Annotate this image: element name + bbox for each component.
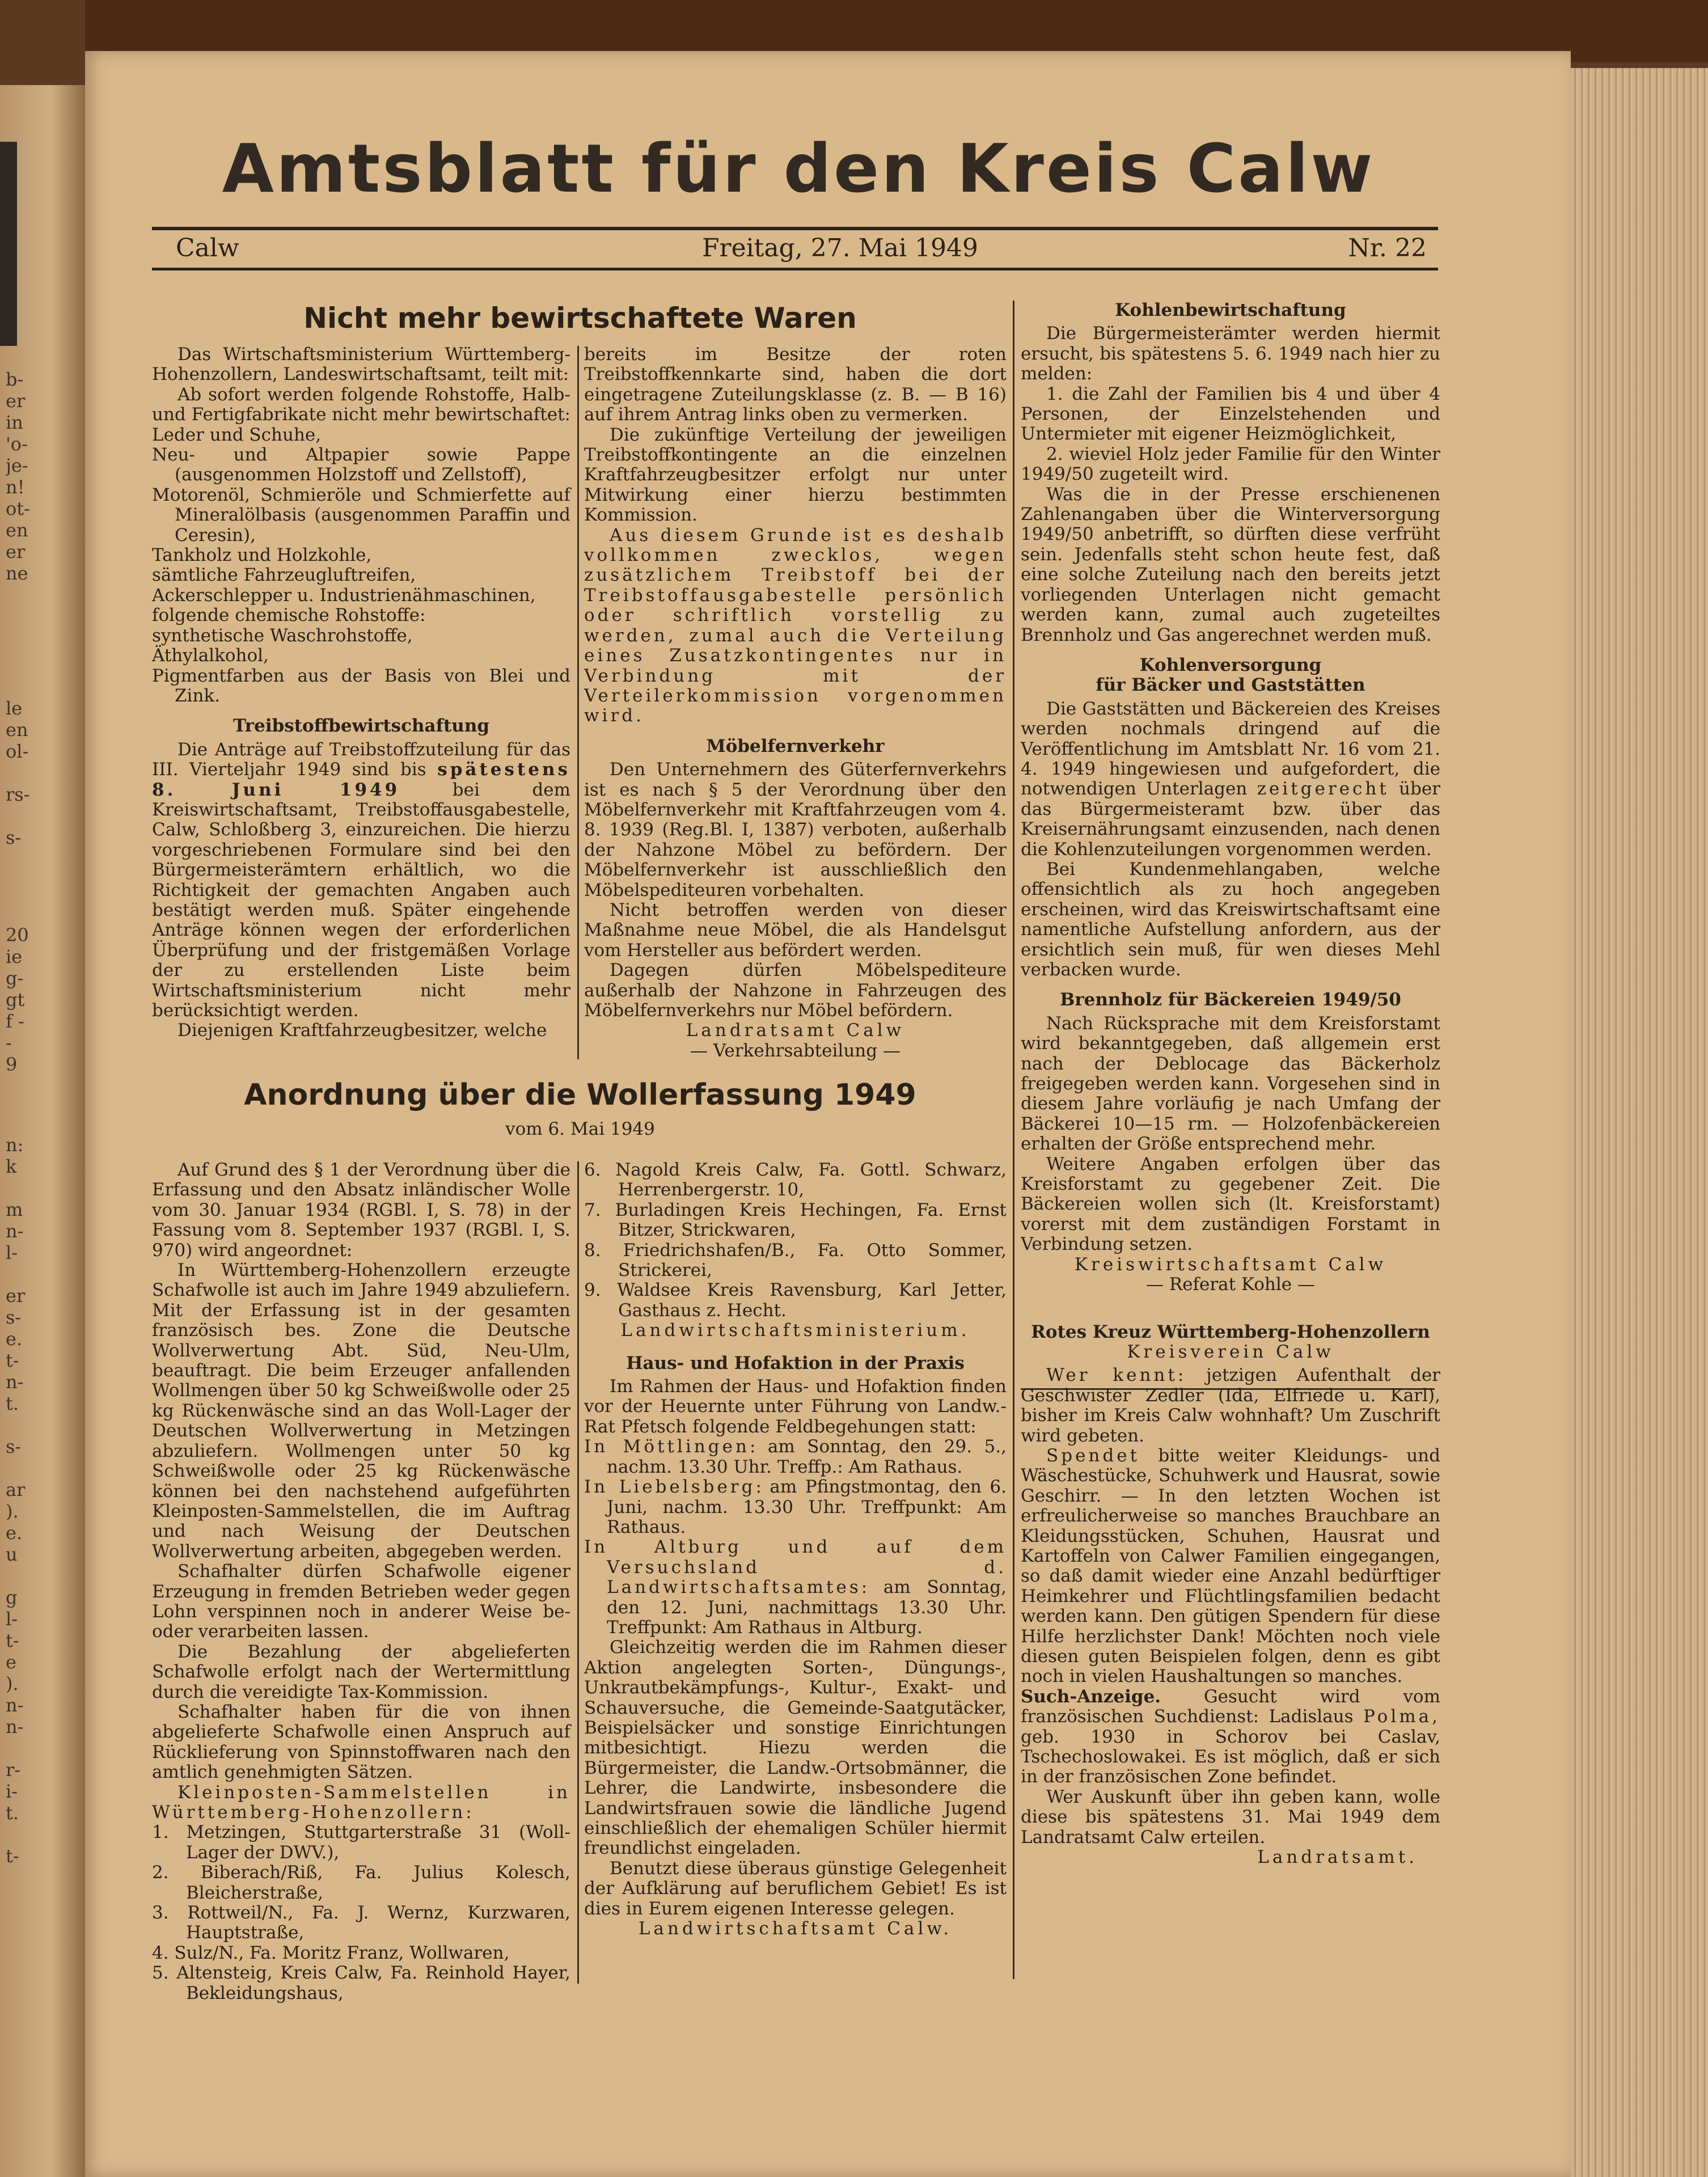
left-page-fragment: n: k m n- l- er s- e. t- n- t. s- ar ). e. u g l- t- e ). n- n- r- i- t. t- — [6, 1134, 26, 1867]
left-page-edge — [0, 85, 85, 2177]
list-item: 8. Friedrichshafen/B., Fa. Otto Sommer, Strickerei, — [584, 1240, 1007, 1281]
paragraph: Den Unternehmern des Güterfernverkehrs ist es nach § 5 der Verordnung über den Möbelfernverkehr mit Kraftfahrzeugen vom 4. 8. 1939 (Reg.Bl. I, 1387) verboten, außerhalb der Nahzone Möbel zu befördern. Der Möbelfernverkehr ist ausschließlich den Möbelspediteuren vorbehalten. — [584, 759, 1007, 901]
article-headline-waren: Nicht mehr bewirtschaftete Waren — [303, 302, 857, 335]
paragraph: Auf Grund des § 1 der Verordnung über die Erfassung und den Absatz inländischer Wolle vom 30. Januar 1934 (RGBl. I, S. 78) in der Fassung vom 8. September 1937 (RGBl. I, S. 970) wird angeordnet: — [152, 1160, 570, 1261]
left-page-fragment: 20 ie g- gt f - - 9 — [6, 924, 29, 1075]
paragraph: Im Rahmen der Haus- und Hofaktion finden vor der Heuernte unter Führung von Landw.-Rat Pfetsch folgende Feldbegehungen statt: — [584, 1376, 1007, 1437]
paragraph — [1021, 1446, 1440, 1687]
text: jetzigen Aufenthalt der Geschwister Zedler (Ida, Elfriede u. Karl), bisher im Kreis Calw wohnhaft? Um Zuschrift wird gebeten. — [1021, 1365, 1440, 1446]
signature-department: — Verkehrsabteilung — — [690, 1040, 900, 1061]
signature: Landratsamt Calw — [686, 1020, 905, 1041]
paragraph: Diejenigen Kraftfahrzeugbesitzer, welche — [177, 1020, 547, 1041]
article-headline-wolle: Anordnung über die Wollerfassung 1949 — [244, 1078, 916, 1112]
paragraph: Nicht betroffen werden von dieser Maßnahme neue Möbel, die als Handelsgut vom Hersteller aus befördert werden. — [584, 899, 1007, 961]
event-liebelsberg — [584, 1477, 1007, 1537]
article-wolle-date: vom 6. Mai 1949 — [505, 1119, 655, 1139]
emphasis: zeitgerecht — [1257, 779, 1389, 800]
page-stack-edge — [1571, 68, 1708, 2177]
paragraph: Die Bürgermeisterämter werden hiermit ersucht, bis spätestens 5. 6. 1949 nach hier zu melden: — [1021, 323, 1440, 384]
paragraph: Was die in der Presse erschienenen Zahlenangaben über die Winterversorgung 1949/50 anbetrifft, so dürften diese verfrüht sein. Jedenfalls steht schon heute fest, daß eine solche Zuteilung nach den bereits jetzt vorliegenden Unterlagen nicht gemacht werden kann, zumal auch zugeteiltes Brennholz und Gas angerechnet werden muß. — [1021, 484, 1440, 645]
name-emphasis: Polma, — [1363, 1706, 1440, 1727]
list-item: 4. Sulz/N., Fa. Moritz Franz, Wollwaren, — [152, 1942, 510, 1963]
text: Die Anträge auf Treibstoffzuteilung für das III. Vierteljahr 1949 sind bis — [152, 739, 570, 780]
paragraph: Nach Rücksprache mit dem Kreisforstamt wird bekanntgegeben, daß allgemein erst nach der Deblocage das Bäckerholz freigegeben werden kann. Vorgesehen sind in diesem Jahre vorläufig je nach Umfang der Bäckerei 10—15 rm. — Holzofenbäckereien erhalten der Größe entsprechend mehr. — [1021, 1013, 1440, 1155]
emphasis: Spendet — [1046, 1445, 1140, 1466]
paragraph: Wer Auskunft über ihn geben kann, wolle diese bis spätestens 31. Mai 1949 dem Landratsamt Calw erteilen. — [1021, 1786, 1440, 1848]
dateline-date: Freitag, 27. Mai 1949 — [702, 234, 979, 263]
subheading-kohle: Kohlenbewirtschaftung — [1115, 300, 1346, 320]
signature: Landwirtschaftsministerium. — [620, 1320, 970, 1341]
list-item: 9. Waldsee Kreis Ravensburg, Karl Jetter, Gasthaus z. Hecht. — [584, 1280, 1007, 1321]
list-item: 3. Rottweil/N., Fa. J. Wernz, Kurzwaren, Hauptstraße, — [152, 1903, 570, 1943]
label-bold: Such-Anzeige. — [1021, 1686, 1161, 1707]
left-page-fragment: b- er in 'o- je- n! ot- en er ne — [6, 369, 30, 584]
subheading-kohlenversorgung: Kohlenversorgung — [1139, 654, 1322, 675]
deadline-emphasis: spätestens 8. Juni 1949 — [152, 759, 570, 800]
event-place: In Möttlingen — [584, 1436, 750, 1457]
dateline-place: Calw — [176, 234, 239, 263]
paragraph: Die Bezahlung der abgelieferten Schafwolle erfolgt nach der Wertermittlung durch die vereidigte Tax-Kommission. — [152, 1641, 570, 1702]
event-details: : am Sonntag, den 29. 5., nachm. 13.30 Uhr. Treffp.: Am Rathaus. — [607, 1436, 1007, 1477]
subheading-moebel: Möbelfernverkehr — [706, 735, 885, 756]
list-item: folgende chemische Rohstoffe: — [152, 605, 426, 626]
paragraph: Das Wirtschaftsministerium Württemberg-Hohenzollern, Landeswirtschaftsamt, teilt mit: — [152, 344, 570, 385]
paragraph: Schafhalter dürfen Schafwolle eigener Erzeugung in fremden Betrieben weder gegen Lohn verspinnen noch in anderer Weise be- oder verarbeiten lassen. — [152, 1561, 570, 1642]
masthead-rule-top — [152, 227, 1438, 230]
signature: Landwirtschaftsamt Calw. — [638, 1918, 953, 1939]
left-page-print-strip — [0, 142, 17, 346]
signature: Landratsamt. — [1257, 1847, 1418, 1868]
article-wolle-col1 — [152, 1160, 570, 2003]
dateline — [152, 231, 1438, 265]
paragraph: Bei Kundenmehlangaben, welche offensichtlich als zu hoch angegeben erscheinen, wird das Kreiswirtschaftsamt eine namentliche Aufstellung anfordern, aus der ersichtlich sein muß, für wen dieses Mehl verbacken wurde. — [1021, 859, 1440, 980]
text: über das Bürgermeisteramt bzw. über das Kreisernährungsamt einzusenden, nach denen die Kohlenzuteilungen vorgenommen werden. — [1021, 779, 1440, 860]
left-page-fragment: le en ol- rs- s- — [6, 698, 30, 848]
list-item: 2. Biberach/Riß, Fa. Julius Kolesch, Bleicherstraße, — [152, 1862, 570, 1903]
event-details: : am Pfingstmontag, den 6. Juni, nachm. 13.30 Uhr. Treffpunkt: Am Rathaus. — [607, 1477, 1007, 1537]
list-item: 1. Metzingen, Stuttgarterstraße 31 (Woll-Lager der DWV.), — [152, 1822, 570, 1863]
paragraph: bereits im Besitze der roten Treibstoffkennkarte sind, haben die dort eingetragene Zuteilungsklasse (z. B. — B 16) auf ihrem Antrag links oben zu vermerken. — [584, 344, 1007, 425]
article-wolle-col2 — [584, 1160, 1007, 1939]
event-details: : am Sonntag, den 12. Juni, nachmittags 13.30 Uhr. Treffpunkt: Am Rathaus in Altburg. — [607, 1577, 1007, 1638]
paragraph-emphasis: Aus diesem Grunde ist es deshalb vollkommen zwecklos, wegen zusätzlichem Treibstoff bei der Treibstoffausgabestelle persönlich oder schriftlich vorstellig zu werden, zumal auch die Verteilung eines Zusatzkontingentes nur in Verbindung mit der Verteilerkommission vorgenommen wird. — [584, 525, 1007, 726]
emphasis: Wer kennt: — [1046, 1365, 1187, 1386]
subheading-treibstoff: Treibstoffbewirtschaftung — [232, 716, 490, 737]
event-moettlingen — [584, 1437, 1007, 1477]
signature-department: — Referat Kohle — — [1145, 1274, 1316, 1295]
subheading-brennholz: Brennholz für Bäckereien 1949/50 — [1060, 990, 1401, 1011]
article-waren-col1 — [152, 345, 570, 1041]
paragraph: Gleichzeitig werden die im Rahmen dieser Aktion angelegten Sorten-, Düngungs-, Unkrautbekämpfungs-, Kultur-, Exakt- und Schauversuche, die Gemeinde-Saatgutäcker, Beispielsäcker und sonstige Einrichtungen mitbesichtigt. Hiezu werden die Bürgermeister, die Landw.-Ortsobmänner, die Lehrer, die Landwirte, insbesondere die Landwirtsfrauen sowie die ländliche Jugend einschließlich der ehemaligen Schüler hiermit freundlichst eingeladen. — [584, 1637, 1007, 1859]
list-item: sämtliche Fahrzeugluftreifen, — [152, 565, 416, 586]
text: bitte weiter Kleidungs- und Wäschestücke, Schuhwerk und Hausrat, sowie Geschirr. — In den letzten Wochen ist erfreulicherweise so manches Brauchbare an Kleidungsstücken, Schuhen, Hausrat und Kartoffeln von Calwer Familien eingegangen, so daß damit wieder eine Anzahl bedürftiger Heimkehrer und Flüchtlingsfamilien bedacht werden kann. Den gütigen Spendern für diese Hilfe herzlichster Dank! Möchten noch viele diesen guten Beispielen folgen, denn es gibt noch in vielen Haushaltungen so manches. — [1021, 1445, 1440, 1687]
column-rule — [577, 346, 579, 1059]
subheading-kreisverein: Kreisverein Calw — [1127, 1341, 1334, 1362]
subheading-hofaktion: Haus- und Hofaktion in der Praxis — [626, 1352, 965, 1373]
paragraph: Schafhalter haben für die von ihnen abgelieferte Schafwolle einen Anspruch auf Rücklieferung von Spinnstoffwaren nach den amtlich genehmigten Sätzen. — [152, 1701, 570, 1783]
signature: Kreiswirtschaftsamt Calw — [1074, 1254, 1387, 1275]
list-item: Tankholz und Holzkohle, — [152, 545, 372, 566]
list-item: synthetische Waschrohstoffe, — [152, 625, 413, 646]
paragraph: Die zukünftige Verteilung der jeweiligen Treibstoffkontingente an die einzelnen Kraftfahrzeugbesitzer erfolgt nur unter Mitwirkung einer hierzu bestimmten Kommission. — [584, 424, 1007, 526]
text: Die Gaststätten und Bäckereien des Kreises werden nochmals dringend auf die Veröffentlichung im Amtsblatt Nr. 16 vom 21. 4. 1949 hingewiesen und aufgefordert, die notwendigen Unterlagen — [1021, 698, 1440, 800]
paragraph: Ab sofort werden folgende Rohstoffe, Halb- und Fertigfabrikate nicht mehr bewirtschaftet: — [152, 384, 570, 425]
list-item: Motorenöl, Schmieröle und Schmierfette auf Mineralölbasis (ausgenommen Paraffin und Ceresin), — [152, 484, 570, 546]
paragraph: Benutzt diese überaus günstige Gelegenheit der Aufklärung auf beruflichem Gebiet! Es ist dies in Eurem eigenen Interesse gelegen. — [584, 1858, 1007, 1919]
dateline-number: Nr. 22 — [1348, 234, 1427, 263]
list-item: Äthylalkohol, — [152, 645, 269, 666]
masthead-rule-bottom — [152, 268, 1438, 270]
paragraph: 1. die Zahl der Familien bis 4 und über 4 Personen, der Einzelstehenden und Untermieter mit eigener Heizmöglichkeit, — [1021, 383, 1440, 445]
paragraph-emphasis: Kleinposten-Sammelstellen in Württemberg-Hohenzollern: — [152, 1782, 570, 1823]
paragraph: In Württemberg-Hohenzollern erzeugte Schafwolle ist auch im Jahre 1949 abzuliefern. Mit der Erfassung ist in der gesamten französisch bes. Zone die Deutsche Wollverwertung Abt. Süd, Neu-Ulm, beauftragt. Die beim Erzeuger anfallenden Wollmengen über 50 kg Schweißwolle oder 25 kg Rückenwäsche sind an das Woll-Lager der Deutschen Wollverwertung in Metzingen abzuliefern. Wollmengen unter 50 kg Schweißwolle oder 25 kg Rückenwäsche können bei den nachstehend aufgeführten Kleinposten-Sammelstellen, die im Auftrag und nach Weisung der Deutschen Wollverwertung arbeiten, abgegeben werden. — [152, 1260, 570, 1562]
article-waren-col2 — [584, 345, 1007, 1061]
list-item: Ackerschlepper u. Industrienähmaschinen, — [152, 585, 536, 606]
paragraph — [1021, 699, 1440, 860]
event-altburg — [584, 1537, 1007, 1638]
list-item: 7. Burladingen Kreis Hechingen, Fa. Ernst Bitzer, Strickwaren, — [584, 1199, 1007, 1241]
paragraph: 2. wieviel Holz jeder Familie für den Winter 1949/50 zugeteilt wird. — [1021, 443, 1440, 485]
paragraph-such-anzeige — [1021, 1687, 1440, 1787]
list-item: Pigmentfarben aus der Basis von Blei und Zink. — [152, 665, 570, 706]
subheading-kohlenversorgung-2: für Bäcker und Gaststätten — [1096, 675, 1365, 696]
text: bei dem Kreiswirtschaftsamt, Treibstoffausgabestelle, Calw, Schloßberg 3, einzureichen. Die hierzu vorgeschriebenen Formulare sind bei den Bürgermeisterämtern erhältlich, wo die Richtigkeit der gemachten Angaben auch bestätigt werden muß. Später eingehende Anträge können wegen der erforderlichen Überprüfung und der fristgemäßen Vorlage der zu erstellenden Liste beim Wirtschaftsministerium nicht mehr berücksichtigt werden. — [152, 779, 571, 1021]
paragraph: Dagegen dürfen Möbelspediteure außerhalb der Nahzone in Fahrzeugen des Möbelfernverkehrs nur Möbel befördern. — [584, 960, 1007, 1021]
masthead-title: Amtsblatt für den Kreis Calw — [222, 129, 1375, 208]
text: geb. 1930 in Schorov bei Caslav, Tschechoslowakei. Es ist möglich, daß er sich in der französischen Zone befindet. — [1021, 1726, 1440, 1787]
paragraph: Weitere Angaben erfolgen über das Kreisforstamt zu gegebener Zeit. Die Bäckereien wollen sich (lt. Kreisforstamt) vorerst mit dem zuständigen Forstamt in Verbindung setzen. — [1021, 1153, 1440, 1255]
subheading-rotes-kreuz: Rotes Kreuz Württemberg-Hohenzollern — [1031, 1321, 1430, 1342]
list-item: 5. Altensteig, Kreis Calw, Fa. Reinhold Hayer, Bekleidungshaus, — [152, 1963, 570, 2003]
event-place: In Liebelsberg — [584, 1477, 756, 1498]
paragraph — [152, 740, 570, 1021]
event-place: In Altburg und auf dem Versuchsland d. Landwirtschaftsamtes — [584, 1537, 1007, 1598]
list-item: Leder und Schuhe, — [152, 424, 322, 445]
list-item: Neu- und Altpapier sowie Pappe (ausgenommen Holzstoff und Zellstoff), — [152, 445, 570, 485]
list-item: 6. Nagold Kreis Calw, Fa. Gottl. Schwarz, Herrenbergerstr. 10, — [584, 1160, 1007, 1200]
text: Gesucht wird vom französischen Suchdienst: Ladislaus — [1021, 1686, 1440, 1727]
column-rule — [577, 1161, 579, 1984]
column-3 — [1021, 301, 1440, 1867]
column-rule — [1013, 301, 1014, 1979]
paragraph — [1021, 1366, 1440, 1446]
